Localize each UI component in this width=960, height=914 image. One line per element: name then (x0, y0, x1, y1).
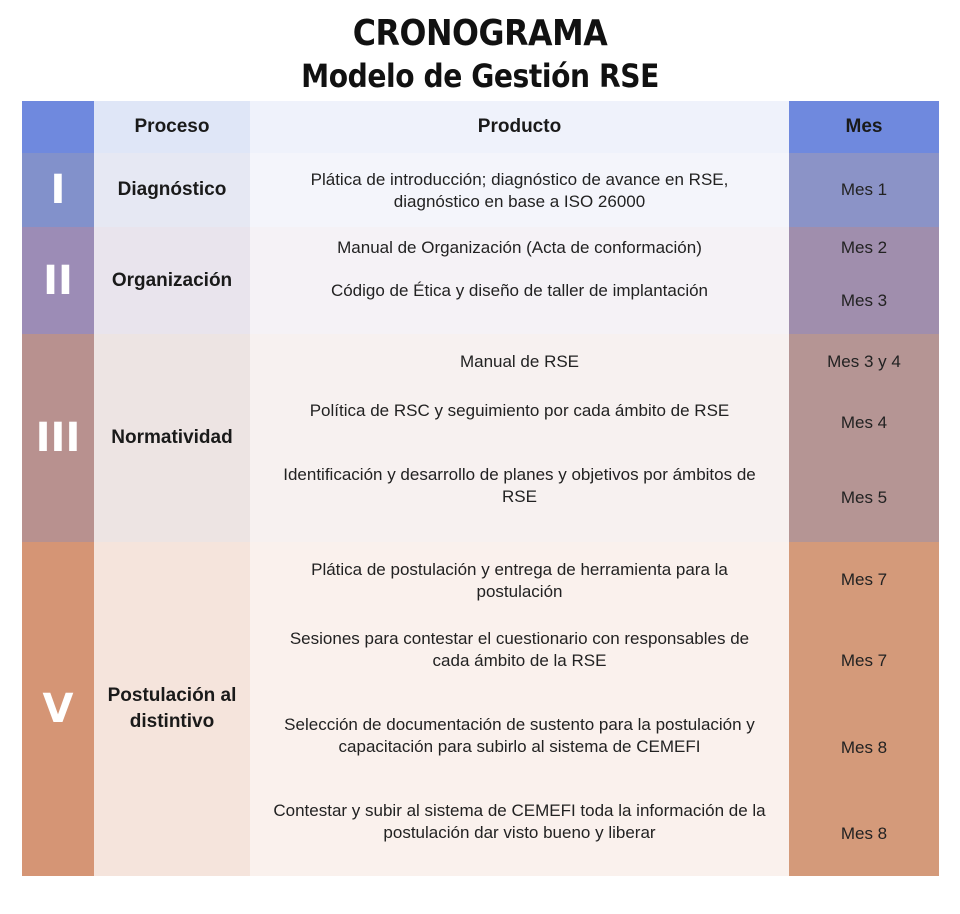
header-proceso: Proceso (94, 101, 250, 153)
mes-item: Mes 3 (840, 291, 888, 310)
mes-item: Mes 3 y 4 (827, 352, 901, 371)
producto-item: Manual de RSE (459, 352, 580, 371)
producto-item: Manual de Organización (Acta de conformación) (337, 238, 702, 257)
section-productos (250, 153, 789, 227)
header-producto: Producto (250, 101, 789, 153)
producto-item: Contestar y subir al sistema de CEMEFI toda la información de la postulación dar visto bueno y liberar (273, 801, 766, 842)
mes-item: Mes 7 (840, 651, 888, 670)
section-meses (789, 334, 939, 542)
column-producto (250, 101, 789, 876)
header-cell-empty (22, 101, 94, 153)
column-proceso (94, 101, 250, 876)
mes-item: Mes 4 (840, 413, 888, 432)
proceso-name: Postulación al distintivo (94, 542, 250, 876)
section-meses (789, 227, 939, 334)
mes-item: Mes 8 (840, 824, 888, 843)
column-number (22, 101, 94, 876)
section-number: I (22, 153, 94, 227)
proceso-name: Organización (94, 227, 250, 334)
section-number: V (22, 542, 94, 876)
section-productos (250, 542, 789, 876)
producto-item: Política de RSC y seguimiento por cada ámbito de RSE (309, 401, 730, 420)
mes-item: Mes 2 (840, 238, 888, 257)
producto-item: Código de Ética y diseño de taller de implantación (330, 281, 709, 300)
section-meses (789, 153, 939, 227)
producto-item: Plática de introducción; diagnóstico de avance en RSE, diagnóstico en base a ISO 26000 (310, 170, 729, 211)
proceso-name: Normatividad (94, 334, 250, 542)
page-title: CRONOGRAMA (352, 13, 608, 54)
column-mes (789, 101, 939, 876)
proceso-name: Diagnóstico (94, 153, 250, 227)
section-meses (789, 542, 939, 876)
section-number: II (22, 227, 94, 334)
header-mes: Mes (789, 101, 939, 153)
mes-item: Mes 7 (840, 570, 888, 589)
producto-item: Selección de documentación de sustento para la postulación y capacitación para subirlo al sistema de CEMEFI (284, 715, 755, 756)
producto-item: Plática de postulación y entrega de herramienta para la postulación (311, 560, 728, 601)
producto-item: Sesiones para contestar el cuestionario con responsables de cada ámbito de la RSE (289, 629, 750, 670)
producto-item: Identificación y desarrollo de planes y objetivos por ámbitos de RSE (283, 465, 756, 506)
schedule-table (22, 101, 939, 876)
section-number: III (22, 334, 94, 542)
mes-item: Mes 1 (840, 180, 888, 199)
section-productos (250, 334, 789, 542)
section-productos (250, 227, 789, 334)
mes-item: Mes 8 (840, 738, 888, 757)
page-subtitle: Modelo de Gestión RSE (301, 57, 659, 95)
mes-item: Mes 5 (840, 488, 888, 507)
